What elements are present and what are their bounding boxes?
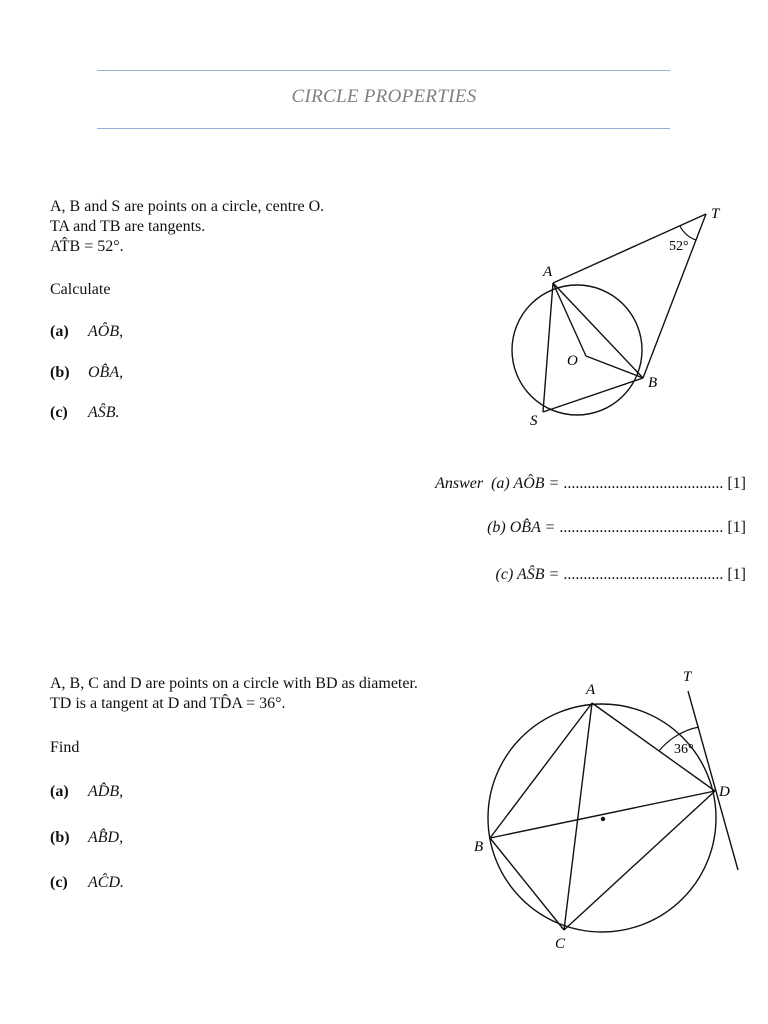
page-title: CIRCLE PROPERTIES bbox=[291, 86, 477, 107]
q2-statement-line2: TD is a tangent at D and TD̂A = 36°. bbox=[50, 695, 286, 712]
q1-answer-a-mark: [1] bbox=[727, 475, 746, 492]
q1-answer-c-mark: [1] bbox=[727, 566, 746, 583]
q1-answer-b-field[interactable]: ......................................... bbox=[559, 519, 724, 536]
q1-part-b-text: OB̂A, bbox=[88, 364, 124, 381]
q1-instruction: Calculate bbox=[50, 281, 111, 298]
q2-diameter-bd bbox=[490, 791, 715, 838]
q1-answer-prefix: Answer bbox=[435, 475, 484, 492]
q2-part-c-label: (c) bbox=[50, 874, 68, 891]
q1-answer-a-label: (a) AÔB = bbox=[491, 475, 560, 492]
q1-label-o: O bbox=[567, 353, 578, 369]
q2-chord-ac bbox=[564, 703, 592, 930]
q1-part-b-label: (b) bbox=[50, 364, 70, 381]
q2-label-a: A bbox=[586, 682, 596, 698]
q1-label-b: B bbox=[648, 375, 658, 391]
q1-answer-a-field[interactable]: ........................................ bbox=[563, 475, 724, 492]
q1-label-t: T bbox=[711, 206, 720, 222]
q1-statement-line3: AT̂B = 52°. bbox=[50, 238, 124, 255]
q1-answer-b-mark: [1] bbox=[727, 519, 746, 536]
q2-chord-cd bbox=[564, 791, 715, 930]
q1-statement-line1: A, B and S are points on a circle, centre O. bbox=[50, 198, 325, 215]
q2-label-c: C bbox=[555, 936, 566, 952]
q2-part-b-text: AB̂D, bbox=[88, 829, 124, 846]
q1-label-a: A bbox=[543, 264, 553, 280]
q2-angle-label: 36° bbox=[674, 742, 694, 757]
q2-part-b-label: (b) bbox=[50, 829, 70, 846]
q1-label-s: S bbox=[530, 413, 538, 429]
q1-statement-line2: TA and TB are tangents. bbox=[50, 218, 206, 235]
q1-part-a-label: (a) bbox=[50, 323, 69, 340]
q1-answer-c-label: (c) AŜB = bbox=[495, 566, 560, 583]
q2-chord-bc bbox=[490, 838, 564, 930]
q2-part-c-text: AĈD. bbox=[88, 874, 124, 891]
q2-label-b: B bbox=[474, 839, 484, 855]
q2-label-d: D bbox=[719, 784, 730, 800]
q2-label-t: T bbox=[683, 669, 692, 685]
q1-part-a-text: AÔB, bbox=[88, 323, 124, 340]
q2-statement-line1: A, B, C and D are points on a circle with BD as diameter. bbox=[50, 675, 418, 692]
q2-part-a-text: AD̂B, bbox=[88, 783, 124, 800]
q2-part-a-label: (a) bbox=[50, 783, 69, 800]
q1-part-c-text: AŜB. bbox=[88, 404, 120, 421]
q1-answer-c-field[interactable]: ........................................ bbox=[563, 566, 724, 583]
q1-part-c-label: (c) bbox=[50, 404, 68, 421]
q1-angle-label: 52° bbox=[669, 239, 689, 254]
q2-chord-ab bbox=[490, 703, 592, 838]
q2-instruction: Find bbox=[50, 739, 80, 756]
q2-centre-dot bbox=[601, 817, 605, 821]
q1-answer-b-label: (b) OB̂A = bbox=[487, 519, 556, 536]
